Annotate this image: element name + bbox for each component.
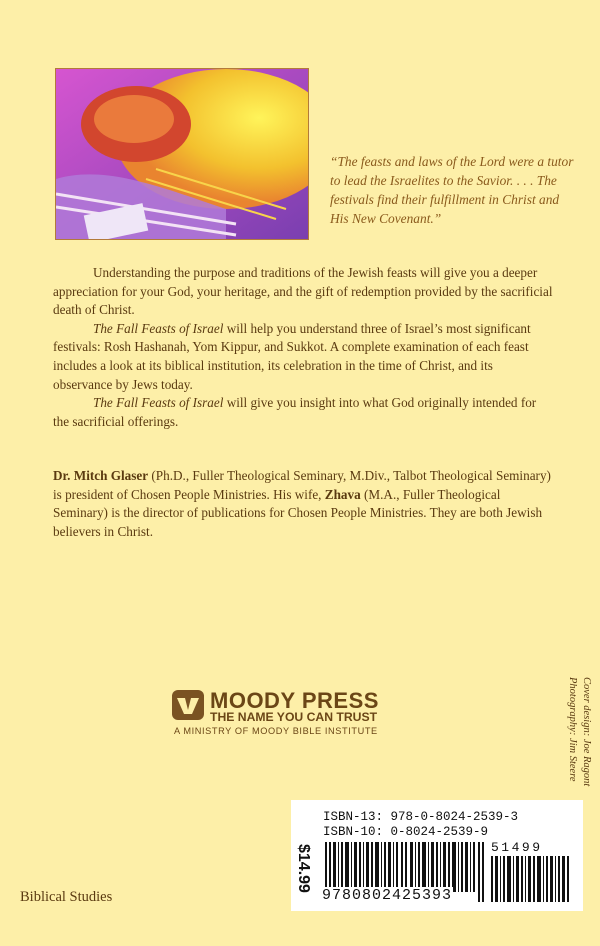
photography-credit: Photography: Jim Steere (567, 677, 578, 782)
publisher-name: MOODY PRESS (210, 688, 379, 713)
ean-digits: 9780802425393 (322, 887, 453, 904)
book-title: The Fall Feasts of Israel (93, 320, 224, 336)
barcode-panel (291, 800, 583, 911)
cover-design-credit: Cover design: Joe Ragont (581, 677, 592, 787)
moody-logo-icon (172, 690, 204, 720)
book-title: The Fall Feasts of Israel (93, 395, 224, 411)
pull-quote: “The feasts and laws of the Lord were a tutor to lead the Israelites to the Savior. . . . The festivals find their fulfillment in Christ and His New Covenant.” (330, 154, 574, 226)
category-label: Biblical Studies (20, 889, 113, 905)
author-bio (53, 467, 553, 541)
price: $14.99 (295, 844, 312, 893)
publisher-ministry: A MINISTRY OF MOODY BIBLE INSTITUTE (174, 726, 378, 736)
cover-credits (562, 677, 596, 793)
description-paragraph-1: Understanding the purpose and traditions of the Jewish feasts will give you a deeper appreciation for your God, your heritage, and the gift of redemption provided by the sacrificial death of Christ. (53, 265, 553, 318)
extension-digits: 51499 (491, 840, 543, 855)
extension-bars (491, 856, 571, 902)
publisher-slogan: THE NAME YOU CAN TRUST (210, 710, 378, 724)
isbn10: ISBN-10: 0-8024-2539-9 (323, 825, 489, 839)
description (53, 264, 553, 431)
description-text: will give you insight into what God originally intended for the sacrificial offerings. (53, 395, 537, 429)
bio-text: (M.A., Fuller Theological Seminary) is the director of publications for Chosen People Ministries. They are both Jewish believers in Christ. (53, 486, 543, 539)
coauthor-name: Zhava (324, 486, 361, 502)
menorah-scene-image (56, 69, 308, 239)
publisher-logo (172, 688, 422, 738)
cover-photo (55, 68, 309, 240)
price-label (295, 842, 315, 908)
isbn13: ISBN-13: 978-0-8024-2539-3 (323, 810, 519, 824)
description-text: will help you understand three of Israel’s most significant festivals: Rosh Hashanah, Yom Kippur, and Sukkot. A complete examination of each feast includes a look at its biblical institution, its celebration in the time of Christ, and its observance by Jews today. (53, 320, 531, 392)
description-paragraph-2 (53, 320, 553, 394)
bio-text: (Ph.D., Fuller Theological Seminary, M.Div., Talbot Theological Seminary) is president of Chosen People Ministries. His wife, (53, 468, 551, 502)
description-paragraph-3 (53, 394, 553, 431)
author-name: Dr. Mitch Glaser (53, 468, 149, 483)
